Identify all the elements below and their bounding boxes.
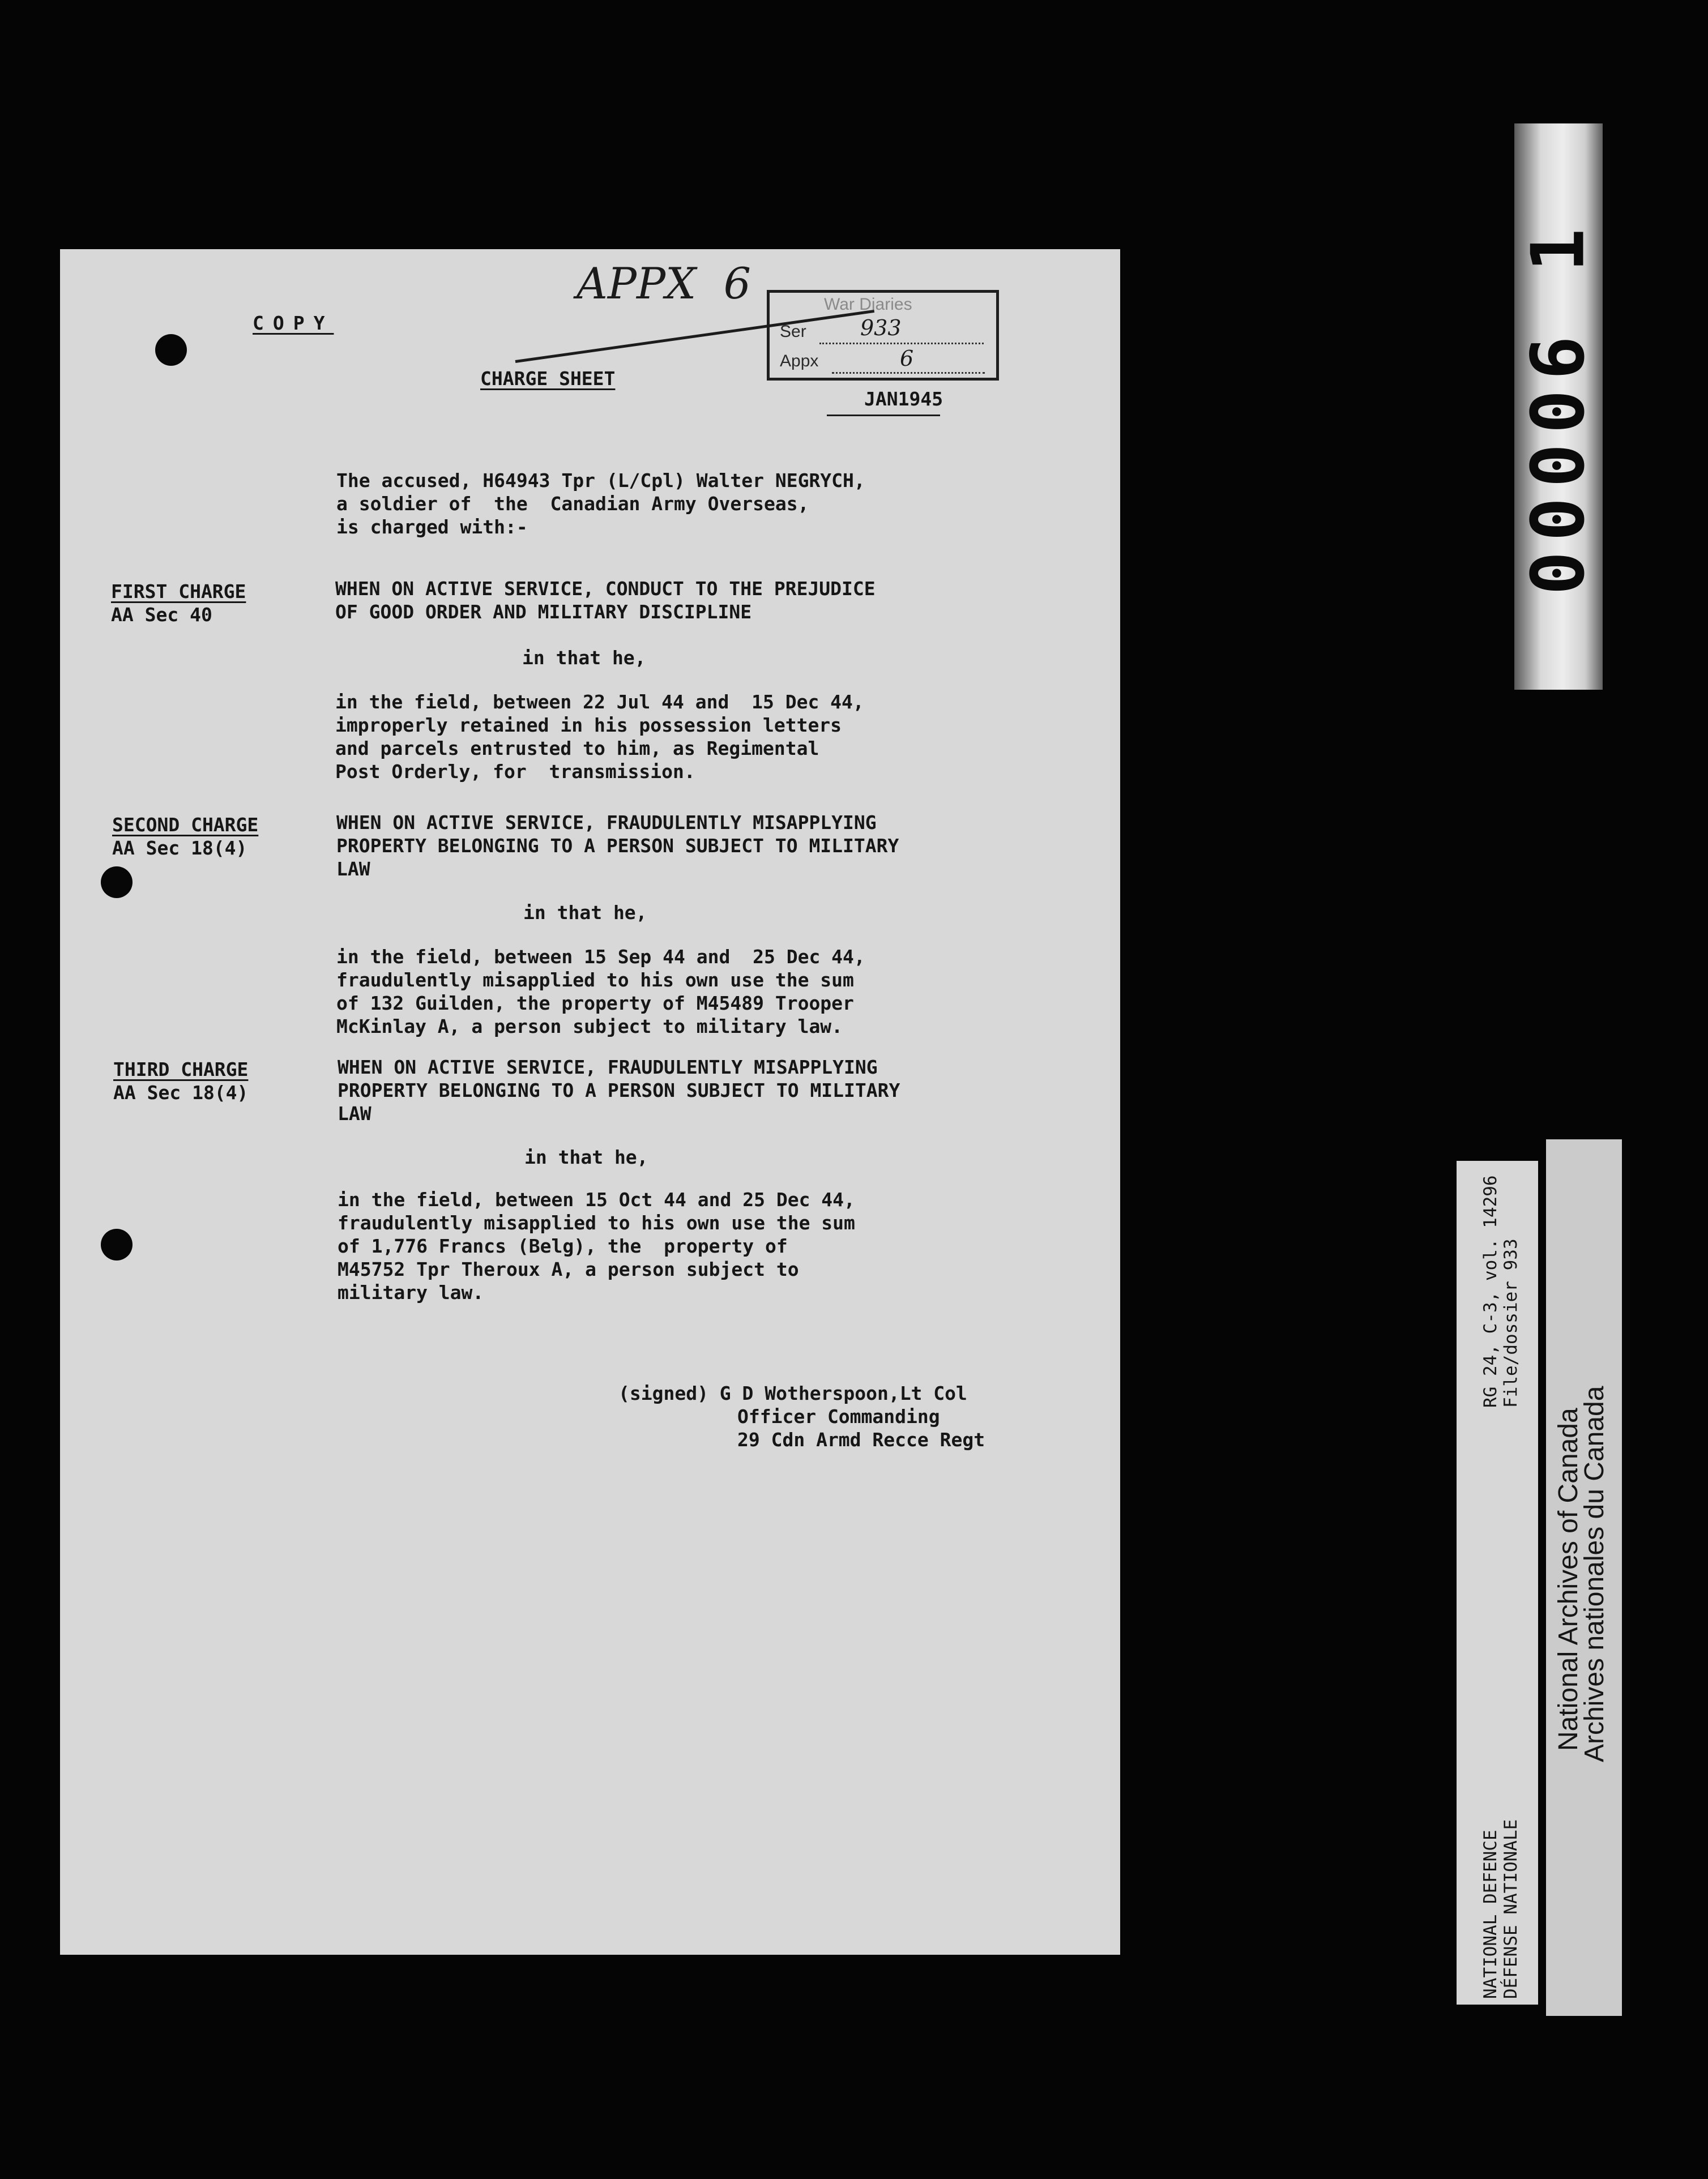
department-line-2: DÉFENSE NATIONALE	[1501, 1819, 1521, 1999]
first-charge-particulars-4: Post Orderly, for transmission.	[335, 760, 695, 783]
reference-line-2: File/dossier 933	[1501, 1238, 1521, 1408]
archive-name-french: Archives nationales du Canada	[1579, 1386, 1609, 1762]
second-charge-offence-2: PROPERTY BELONGING TO A PERSON SUBJECT TO MILITARY	[336, 835, 899, 857]
third-charge-section: AA Sec 18(4)	[113, 1082, 249, 1104]
third-charge-particulars-3: of 1,776 Francs (Belg), the property of	[338, 1235, 788, 1257]
archive-institution-label	[1546, 1139, 1622, 2016]
stamp-appx-label: Appx	[780, 352, 819, 370]
second-charge-offence-3: LAW	[336, 858, 370, 880]
stamp-heading: War Diaries	[824, 295, 912, 314]
punch-hole-top	[155, 334, 187, 366]
stamp-appx-value: 6	[900, 346, 914, 371]
charge-sheet-page	[60, 249, 1120, 1955]
second-charge-particulars-3: of 132 Guilden, the property of M45489 Trooper	[336, 992, 854, 1014]
appx-handwritten-note: APPX 6	[577, 258, 751, 309]
third-charge-particulars-2: fraudulently misapplied to his own use the sum	[338, 1212, 855, 1234]
first-charge-section: AA Sec 40	[111, 604, 212, 626]
punch-hole-bottom	[101, 1229, 133, 1261]
second-charge-particulars-2: fraudulently misapplied to his own use the sum	[336, 969, 854, 991]
third-charge-in-that: in that he,	[524, 1146, 648, 1168]
date-underline	[827, 415, 940, 416]
frame-number: 00006 1	[1516, 218, 1601, 595]
third-charge-particulars-5: military law.	[338, 1281, 484, 1304]
war-diaries-stamp	[767, 290, 999, 381]
first-charge-title: FIRST CHARGE	[111, 580, 246, 603]
department-line-1: NATIONAL DEFENCE	[1480, 1830, 1501, 1999]
first-charge-particulars-2: improperly retained in his possession letters	[335, 714, 842, 736]
preamble-line-1: The accused, H64943 Tpr (L/Cpl) Walter NEGRYCH,	[336, 469, 865, 492]
second-charge-section: AA Sec 18(4)	[112, 837, 247, 859]
stamp-ser-value: 933	[860, 315, 902, 340]
second-charge-particulars-1: in the field, between 15 Sep 44 and 25 Dec 44,	[336, 946, 865, 968]
signature-line-2: Officer Commanding	[737, 1405, 940, 1428]
microfilm-frame-counter	[1514, 123, 1603, 690]
signature-line-1: (signed) G D Wotherspoon,Lt Col	[618, 1382, 967, 1404]
third-charge-particulars-1: in the field, between 15 Oct 44 and 25 Dec 44,	[338, 1189, 855, 1211]
archive-reference-label	[1457, 1161, 1538, 2005]
punch-hole-middle	[101, 866, 133, 898]
first-charge-in-that: in that he,	[522, 647, 646, 669]
stamp-ser-dots	[819, 343, 984, 344]
second-charge-title: SECOND CHARGE	[112, 814, 259, 836]
third-charge-title: THIRD CHARGE	[113, 1058, 249, 1080]
first-charge-offence-1: WHEN ON ACTIVE SERVICE, CONDUCT TO THE PREJUDICE	[335, 578, 876, 600]
second-charge-offence-1: WHEN ON ACTIVE SERVICE, FRAUDULENTLY MISAPPLYING	[336, 811, 877, 834]
stamp-ser-label: Ser	[780, 322, 806, 341]
third-charge-particulars-4: M45752 Tpr Theroux A, a person subject to	[338, 1258, 799, 1280]
third-charge-offence-3: LAW	[338, 1103, 372, 1125]
reference-line-1: RG 24, C-3, vol. 14296	[1480, 1175, 1501, 1408]
copy-label: COPY	[253, 312, 334, 334]
preamble-line-3: is charged with:-	[336, 516, 528, 538]
third-charge-offence-2: PROPERTY BELONGING TO A PERSON SUBJECT TO MILITARY	[338, 1079, 900, 1101]
stamp-date: JAN1945	[864, 388, 943, 410]
first-charge-particulars-3: and parcels entrusted to him, as Regimental	[335, 737, 819, 759]
archive-name-english: National Archives of Canada	[1553, 1408, 1583, 1751]
first-charge-offence-2: OF GOOD ORDER AND MILITARY DISCIPLINE	[335, 601, 752, 623]
page-title: CHARGE SHEET	[480, 368, 616, 390]
second-charge-in-that: in that he,	[523, 901, 647, 924]
first-charge-particulars-1: in the field, between 22 Jul 44 and 15 Dec 44,	[335, 691, 864, 713]
second-charge-particulars-4: McKinlay A, a person subject to military law.	[336, 1015, 843, 1037]
third-charge-offence-1: WHEN ON ACTIVE SERVICE, FRAUDULENTLY MISAPPLYING	[338, 1056, 878, 1078]
signature-line-3: 29 Cdn Armd Recce Regt	[737, 1429, 985, 1451]
preamble-line-2: a soldier of the Canadian Army Overseas,	[336, 493, 809, 515]
stamp-appx-dots	[832, 372, 985, 374]
